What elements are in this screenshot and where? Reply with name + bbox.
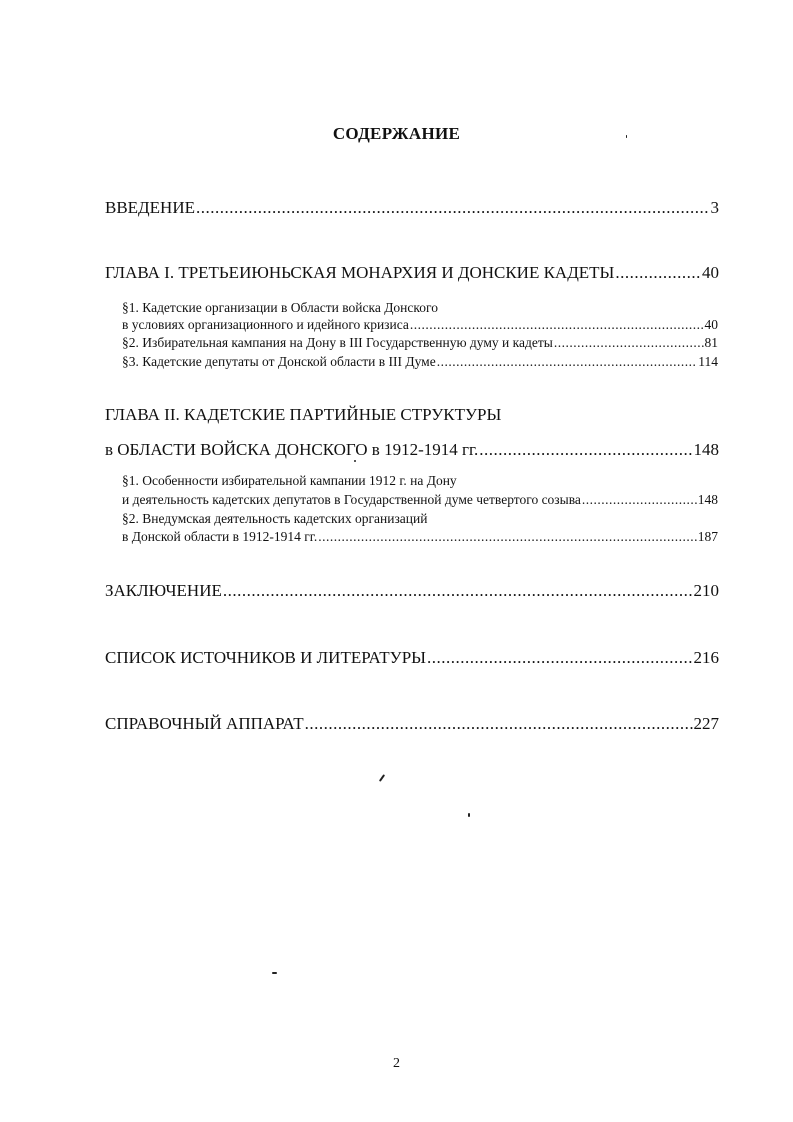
page-title: СОДЕРЖАНИЕ [332,124,461,143]
toc-entry-conclusion[interactable] [105,581,719,601]
toc-entry-label: ГЛАВА I. ТРЕТЬЕИЮНЬСКАЯ МОНАРХИЯ И ДОНСКИЕ КАДЕТЫ [105,263,615,282]
toc-entry-label: СПРАВОЧНЫЙ АППАРАТ [105,714,304,733]
toc-entry-page: 187 [697,529,718,544]
toc-entry-label: в Донской области в 1912-1914 гг. [122,529,318,544]
toc-entry-sources[interactable] [105,648,719,668]
toc-entry-page: 3 [710,198,719,217]
toc-entry-label: в условиях организационного и идейного кризиса [122,317,409,332]
toc-entry-page: 114 [698,354,718,369]
toc-entry-label: СПИСОК ИСТОЧНИКОВ И ЛИТЕРАТУРЫ [105,648,426,667]
toc-entry-page: 40 [702,263,719,282]
dot-leader [196,198,710,218]
toc-entry-page: 148 [697,492,718,507]
dot-leader [223,581,693,601]
dot-leader [615,263,701,283]
dot-leader [437,354,698,370]
toc-entry-page: 81 [704,335,718,350]
toc-entry-label: §3. Кадетские депутаты от Донской области в III Думе [122,354,436,369]
toc-entry-label: §2. Избирательная кампания на Дону в III Государственную думу и кадеты [122,335,553,350]
dot-leader [318,529,697,545]
toc-entry-page: 227 [693,714,719,733]
toc-subentry-2-2[interactable] [122,529,718,545]
toc-entry-page: 40 [704,317,718,332]
dot-leader [479,440,692,460]
scan-speck [379,774,385,782]
scan-speck [272,972,277,974]
toc-entry-chapter-2-line1[interactable]: ГЛАВА II. КАДЕТСКИЕ ПАРТИЙНЫЕ СТРУКТУРЫ [105,405,502,424]
toc-subentry-2-2-line1[interactable]: §2. Внедумская деятельность кадетских организаций [122,511,428,526]
dot-leader [410,317,704,333]
toc-subentry-1-3[interactable] [122,354,718,370]
toc-entry-appendix[interactable] [105,714,719,734]
toc-entry-label: ВВЕДЕНИЕ [105,198,195,217]
toc-entry-label: в ОБЛАСТИ ВОЙСКА ДОНСКОГО в 1912-1914 гг. [105,440,479,459]
toc-entry-label: и деятельность кадетских депутатов в Государственной думе четвертого созыва [122,492,581,507]
dot-leader [305,714,693,734]
toc-entry-page: 210 [693,581,719,600]
toc-entry-chapter-2[interactable] [105,440,719,460]
dot-leader [554,335,704,351]
toc-entry-page: 216 [693,648,719,667]
toc-subentry-1-2[interactable] [122,335,718,351]
toc-subentry-1-1[interactable] [122,317,718,333]
toc-entry-chapter-1[interactable] [105,263,719,283]
toc-entry-label: ЗАКЛЮЧЕНИЕ [105,581,222,600]
scan-speck [354,460,356,462]
toc-entry-page: 148 [693,440,719,459]
page-number: 2 [393,1056,400,1071]
toc-subentry-1-1-line1[interactable]: §1. Кадетские организации в Области войска Донского [122,300,438,315]
scan-speck [626,135,627,138]
toc-subentry-2-1[interactable] [122,492,718,508]
toc-entry-introduction[interactable] [105,198,719,218]
dot-leader [427,648,693,668]
scan-speck [468,813,470,817]
dot-leader [582,492,697,508]
toc-subentry-2-1-line1[interactable]: §1. Особенности избирательной кампании 1912 г. на Дону [122,473,457,488]
